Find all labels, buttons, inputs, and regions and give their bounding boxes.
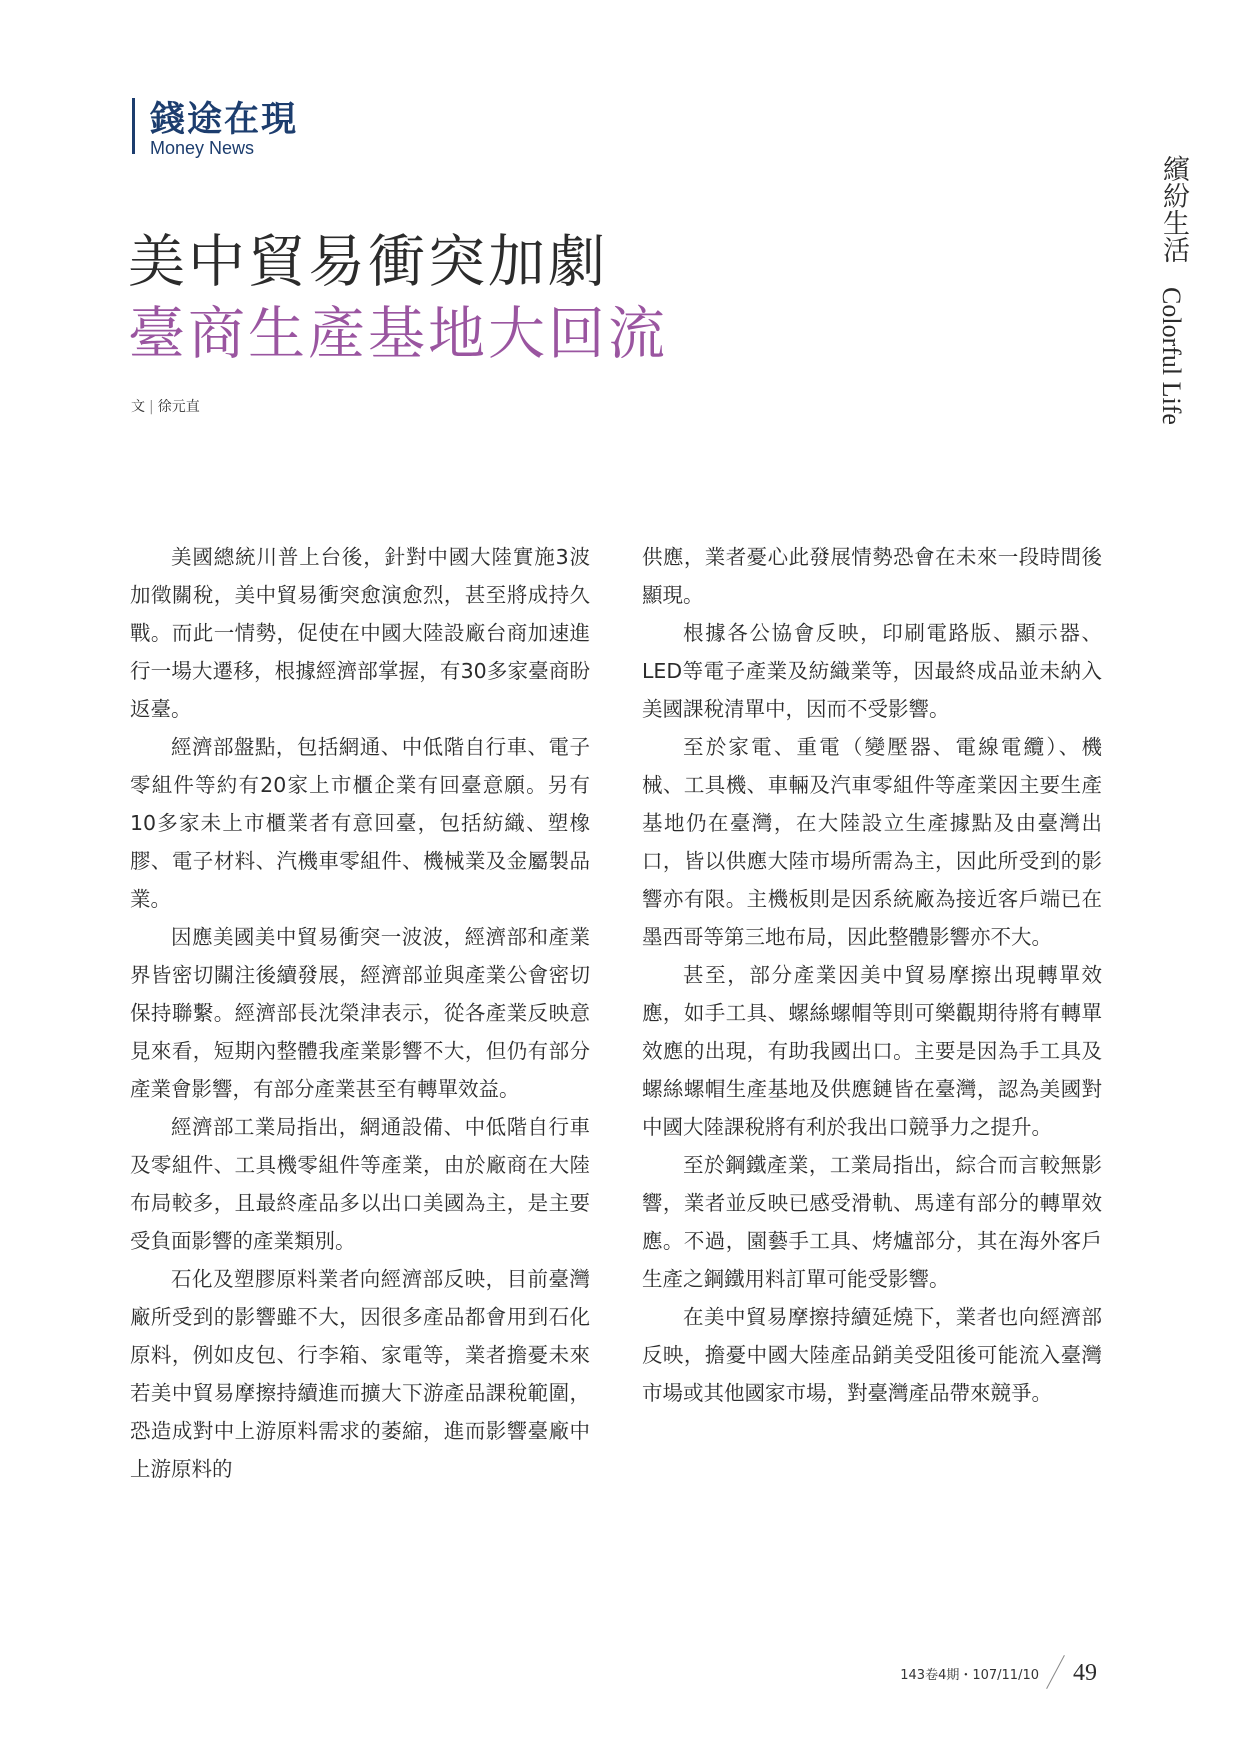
byline-label: 文 bbox=[131, 399, 145, 415]
headline-line-2: 臺商生產基地大回流 bbox=[128, 301, 668, 367]
paragraph: 至於家電、重電（變壓器、電線電纜）、機械、工具機、車輛及汽車零組件等產業因主要生產基地仍在臺灣，在大陸設立生產據點及由臺灣出口，皆以供應大陸市場所需為主，因此所受到的影響亦有限。主機板則是因系統廠為接近客戶端已在墨西哥等第三地布局，因此整體影響亦不大。 bbox=[642, 735, 1102, 949]
byline-author: 徐元直 bbox=[157, 399, 200, 415]
paragraph: 經濟部盤點，包括網通、中低階自行車、電子零組件等約有20家上市櫃企業有回臺意願。另有10多家未上市櫃業者有意回臺，包括紡織、塑橡膠、電子材料、汽機車零組件、機械業及金屬製品業。 bbox=[130, 735, 590, 911]
paragraph: 因應美國美中貿易衝突一波波，經濟部和產業界皆密切關注後續發展，經濟部並與產業公會密切保持聯繫。經濟部長沈榮津表示，從各產業反映意見來看，短期內整體我產業影響不大，但仍有部分產業會影響，有部分產業甚至有轉單效益。 bbox=[130, 925, 590, 1101]
footer-slash bbox=[1045, 1655, 1067, 1687]
paragraph: 經濟部工業局指出，網通設備、中低階自行車及零組件、工具機零組件等產業，由於廠商在大陸布局較多，且最終產品多以出口美國為主，是主要受負面影響的產業類別。 bbox=[130, 1115, 590, 1253]
side-label-cjk: 繽紛生活 bbox=[1158, 155, 1189, 263]
section-bar bbox=[132, 98, 135, 154]
byline bbox=[131, 396, 200, 416]
paragraph-continuation: 供應，業者憂心此發展情勢恐會在未來一段時間後顯現。 bbox=[642, 545, 1102, 607]
paragraph: 石化及塑膠原料業者向經濟部反映，目前臺灣廠所受到的影響雖不大，因很多產品都會用到石化原料，例如皮包、行李箱、家電等，業者擔憂未來若美中貿易摩擦持續進而擴大下游產品課稅範圍，恐造成對中上游原料需求的萎縮，進而影響臺廠中上游原料的 bbox=[130, 1267, 590, 1481]
article-column-right bbox=[642, 538, 1102, 1412]
article-headline bbox=[128, 226, 668, 370]
section-subtitle: Money News bbox=[150, 138, 255, 158]
side-label-en: Colorful Life bbox=[1157, 287, 1186, 425]
paragraph: 至於鋼鐵產業，工業局指出，綜合而言較無影響，業者並反映已感受滑軌、馬達有部分的轉單效應。不過，園藝手工具、烤爐部分，其在海外客戶生產之鋼鐵用料訂單可能受影響。 bbox=[642, 1153, 1102, 1291]
headline-line-1: 美中貿易衝突加劇 bbox=[128, 229, 608, 295]
paragraph: 美國總統川普上台後，針對中國大陸實施3波加徵關稅，美中貿易衝突愈演愈烈，甚至將成持久戰。而此一情勢，促使在中國大陸設廠台商加速進行一場大遷移，根據經濟部掌握，有30多家臺商盼返臺。 bbox=[130, 545, 590, 721]
page-number: 49 bbox=[1073, 1660, 1097, 1686]
byline-separator: | bbox=[149, 399, 154, 415]
paragraph: 甚至，部分產業因美中貿易摩擦出現轉單效應，如手工具、螺絲螺帽等則可樂觀期待將有轉單效應的出現，有助我國出口。主要是因為手工具及螺絲螺帽生產基地及供應鏈皆在臺灣，認為美國對中國大陸課稅將有利於我出口競爭力之提升。 bbox=[642, 963, 1102, 1139]
paragraph: 根據各公協會反映，印刷電路版、顯示器、LED等電子產業及紡織業等，因最終成品並未納入美國課稅清單中，因而不受影響。 bbox=[642, 621, 1102, 721]
article-column-left bbox=[130, 538, 590, 1488]
side-section-label bbox=[1148, 155, 1198, 455]
section-title: 錢途在現 bbox=[150, 100, 299, 140]
paragraph: 在美中貿易摩擦持續延燒下，業者也向經濟部反映，擔憂中國大陸產品銷美受阻後可能流入臺灣市場或其他國家市場，對臺灣產品帶來競爭。 bbox=[642, 1305, 1102, 1405]
page-footer bbox=[900, 1655, 1097, 1691]
issue-info: 143卷4期・107/11/10 bbox=[900, 1668, 1039, 1683]
